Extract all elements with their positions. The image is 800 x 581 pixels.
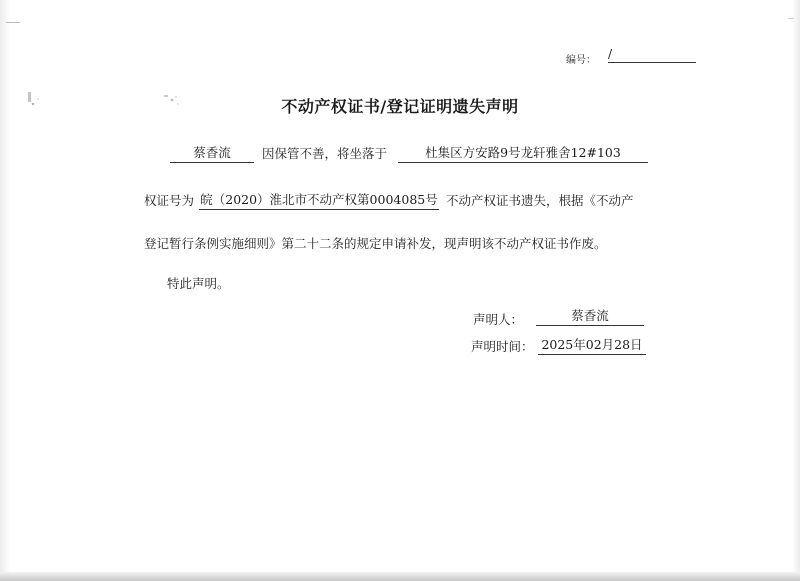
phrase-lost: 不动产权证书遗失，根据《不动产 xyxy=(446,193,634,208)
certificate-number-field: 皖（2020）淮北市不动产权第0004085号 xyxy=(199,191,439,210)
declarant-label: 声明人： xyxy=(473,312,524,327)
scan-edge-right xyxy=(792,0,800,581)
phrase-keep: 因保管不善，将坐落于 xyxy=(262,146,388,161)
declarant-name-field: 蔡香流 xyxy=(536,307,644,326)
number-value: / xyxy=(608,46,696,63)
phrase-rules: 登记暂行条例实施细则》第二十二条的规定申请补发，现声明该不动产权证书作废。 xyxy=(144,236,607,251)
scan-edge-left xyxy=(0,0,10,581)
special-statement: 特此声明。 xyxy=(167,276,230,291)
phrase-cert-no: 权证号为 xyxy=(144,193,195,208)
owner-name-field: 蔡香流 xyxy=(170,144,254,163)
number-label: 编号： xyxy=(566,55,596,66)
document-title: 不动产权证书/登记证明遗失声明 xyxy=(281,97,519,116)
date-field: 2025年02月28日 xyxy=(538,336,646,355)
address-field: 杜集区方安路9号龙轩雅舍12#103 xyxy=(398,144,648,163)
scan-edge-bottom xyxy=(0,572,800,581)
date-label: 声明时间： xyxy=(471,339,534,354)
